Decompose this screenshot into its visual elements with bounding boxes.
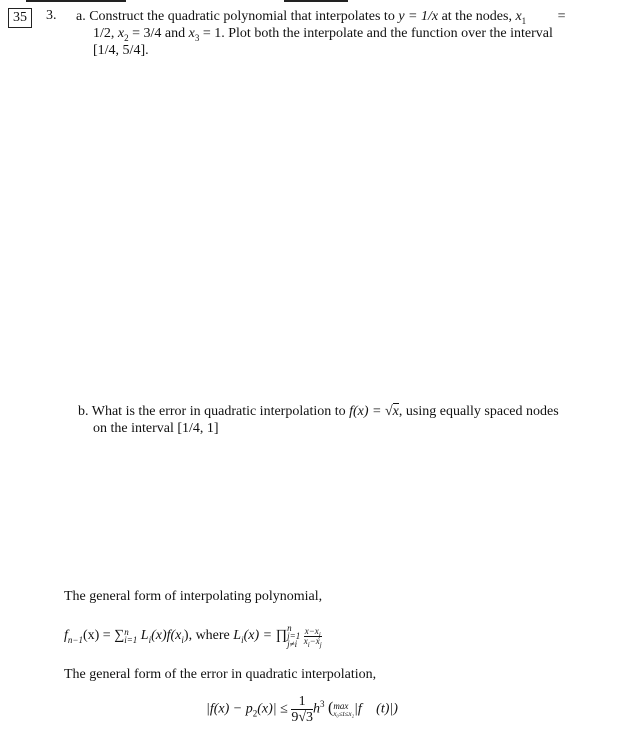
x2-symbol: x [117,26,125,41]
open-paren: ( [328,699,334,717]
part-b [78,403,598,437]
part-a-text-3: Plot both the interpolate and the function over the interval [228,26,553,41]
score-box: 35 [8,8,32,28]
max-label: max [333,700,349,711]
sqrt-sign: √ [384,404,393,419]
error-lhs-sub: 2 [252,708,258,719]
part-a-text-1: Construct the quadratic polynomial that interpolates to [89,9,395,24]
L-def-sub: i [241,635,244,646]
L-def-arg: (x) = [243,628,276,644]
sqrt-argument: x [392,404,399,419]
part-a-line-1 [76,8,596,25]
part-b-text-3: on the interval [93,421,174,436]
and-word: and [164,26,186,41]
error-fraction-den-9: 9 [291,710,299,725]
x2-value: = 3/4 [132,26,162,41]
interpolating-form-heading: The general form of interpolating polynomial, [64,589,323,604]
formula-f-sub: n−1 [67,635,83,646]
plot-interval: [1/4, 5/4]. [93,43,149,58]
product-numerator-sub: j [318,630,321,639]
error-lhs-end: (x)| ≤ [257,701,288,717]
error-fraction-den-sqrt: 3 [306,710,313,725]
sum-symbol: ∑ [114,628,125,644]
equals-sign: = [557,9,566,24]
error-form-heading: The general form of the error in quadratic interpolation, [64,667,377,682]
part-b-text-1: What is the error in quadratic interpolation to [91,404,346,419]
product-denominator-sub2: j [319,640,322,649]
lagrange-formula [64,624,322,648]
part-a [76,8,596,59]
x1-value: 1/2, [93,26,115,41]
error-fraction-numerator: 1 [291,694,313,710]
error-interval: [1/4, 1] [177,421,219,436]
error-fraction: $\frac{1}{9√3}$ [291,694,313,725]
error-bound-formula [206,694,398,725]
header-rule-right [284,0,348,2]
header-rule-left [26,0,126,2]
product-upper: n [287,623,292,633]
x1-symbol: x [515,9,522,24]
third-derivative: |f⃛ (t)|) [354,701,398,717]
sum-lower: i=1 [124,635,138,645]
sum-upper: n [124,627,129,637]
product-numerator: x−x [304,625,319,636]
part-a-function: y = 1/x [398,9,439,24]
where-text: ), where [183,628,234,644]
x3-subscript: 3 [194,32,200,43]
max-range: x₀≤t≤x₂ [333,709,355,718]
part-b-text-2: , using equally spaced nodes [398,404,559,419]
product-fraction [303,625,322,649]
part-b-label: b. [78,404,89,419]
error-h: h [313,701,320,717]
part-a-line-3 [93,42,596,59]
formula-f: f [64,628,68,644]
sum-body: (x)f(x [151,628,182,644]
error-lhs: |f(x) − p [206,701,253,717]
product-condition: j≠i [287,639,298,649]
product-denominator-sub1: i [307,640,310,649]
question-number: 3. [46,8,57,23]
product-lower: j=1 [287,631,301,641]
x1-subscript: 1 [521,15,527,26]
part-b-function: f(x) = [349,404,385,419]
sum-L-sub: i [148,635,152,646]
part-a-text-2: at the nodes, [441,9,512,24]
x3-symbol: x [188,26,195,41]
part-a-line-2 [93,25,596,42]
part-b-line-1 [78,403,598,420]
sum-body-sub: i [181,635,184,646]
formula-f-arg: (x) = [82,628,115,644]
product-symbol: ∏ [275,628,288,644]
L-def: L [233,628,242,644]
sum-L: L [140,628,149,644]
product-denominator: x [303,635,308,646]
x2-subscript: 2 [124,32,129,43]
part-b-line-2 [93,420,598,437]
part-a-label: a. [76,9,86,24]
product-denominator-mid: −x [309,635,320,646]
x3-value: = 1. [202,26,225,41]
error-h-sup: 3 [320,699,325,710]
